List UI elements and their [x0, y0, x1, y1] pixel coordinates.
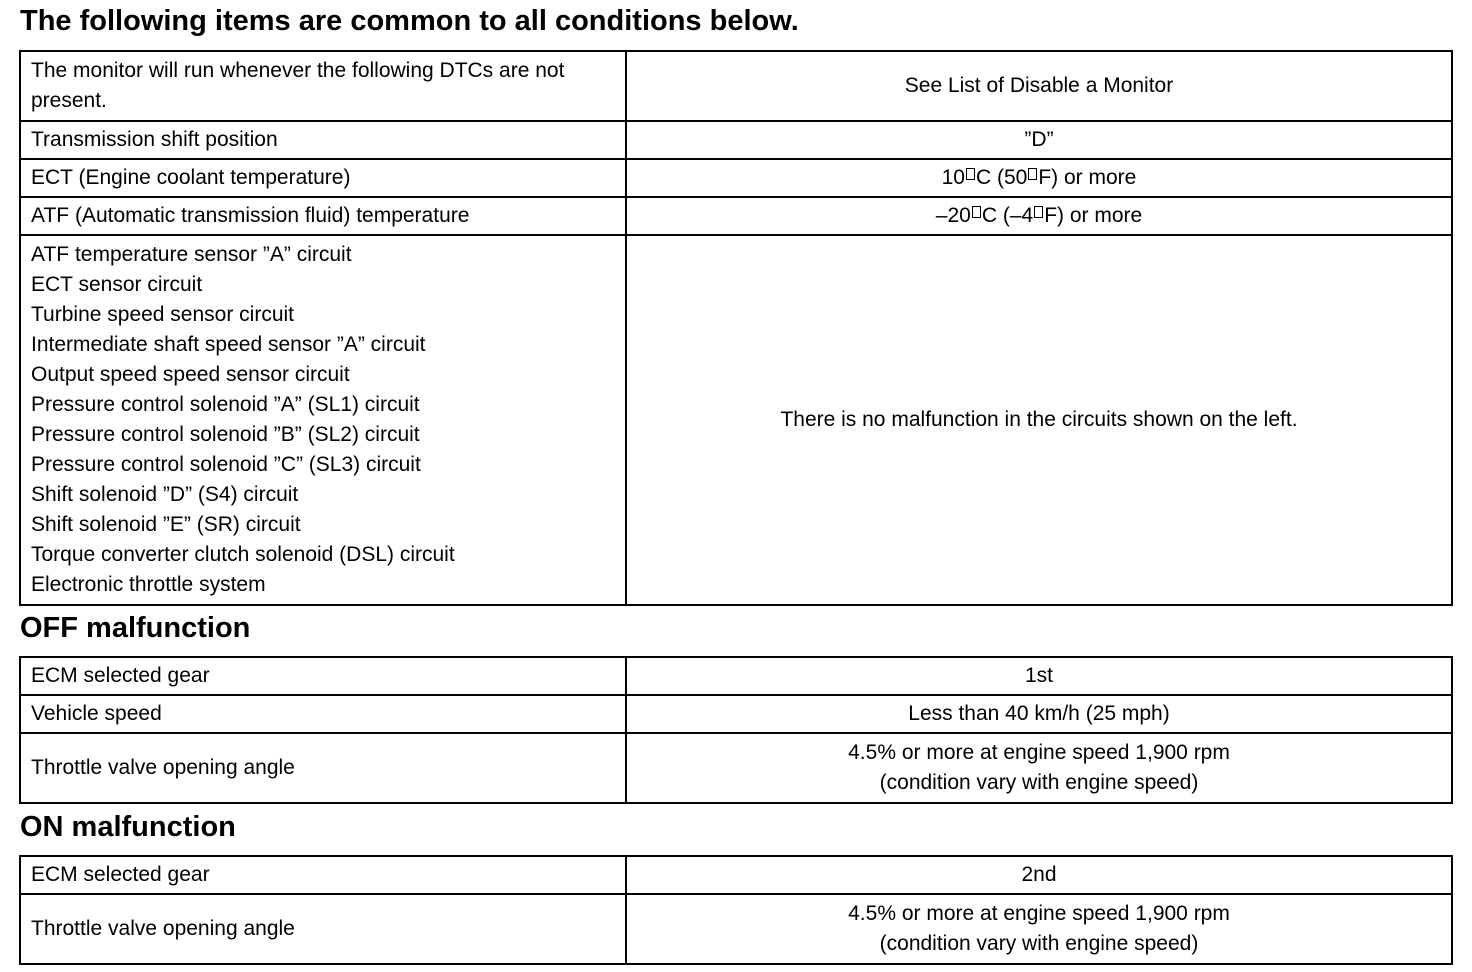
circuit-item: Pressure control solenoid ”C” (SL3) circuit — [31, 453, 421, 476]
value-line: 4.5% or more at engine speed 1,900 rpm — [848, 902, 1230, 925]
table-row — [20, 657, 1452, 695]
degree-symbol-box-icon — [972, 206, 981, 218]
table-row — [20, 235, 1452, 605]
condition-cell — [20, 159, 626, 197]
value-cell — [626, 894, 1452, 964]
off-malfunction-table — [19, 656, 1453, 804]
value-line: (condition vary with engine speed) — [879, 932, 1199, 955]
circuit-item: Pressure control solenoid ”B” (SL2) circuit — [31, 423, 420, 446]
condition-text: Throttle valve opening angle — [31, 917, 295, 940]
circuit-list-cell — [20, 235, 626, 605]
value-part: F) or more — [1044, 204, 1143, 227]
table-row — [20, 197, 1452, 235]
value-part: 10 — [941, 166, 965, 189]
condition-text: ECM selected gear — [31, 863, 210, 886]
table-row — [20, 159, 1452, 197]
value-text: See List of Disable a Monitor — [904, 74, 1174, 97]
value-text: 1st — [1024, 664, 1053, 687]
table-row — [20, 894, 1452, 964]
value-part: F) or more — [1038, 166, 1137, 189]
circuit-item: Intermediate shaft speed sensor ”A” circuit — [31, 333, 426, 356]
condition-cell — [20, 695, 626, 733]
degree-symbol-box-icon — [966, 168, 975, 180]
condition-cell — [20, 856, 626, 894]
value-cell — [626, 121, 1452, 159]
circuit-item: ECT sensor circuit — [31, 273, 203, 296]
circuit-item: Shift solenoid ”E” (SR) circuit — [31, 513, 301, 536]
common-conditions-table — [19, 50, 1453, 606]
condition-cell — [20, 733, 626, 803]
value-line: (condition vary with engine speed) — [879, 771, 1199, 794]
table-row — [20, 733, 1452, 803]
value-part: –20 — [935, 204, 971, 227]
common-conditions-heading: The following items are common to all conditions below. — [20, 5, 799, 37]
condition-text: Transmission shift position — [31, 128, 278, 151]
condition-text: ECT (Engine coolant temperature) — [31, 166, 351, 189]
value-cell — [626, 51, 1452, 121]
condition-cell — [20, 51, 626, 121]
value-text: Less than 40 km/h (25 mph) — [908, 702, 1170, 725]
condition-cell — [20, 197, 626, 235]
value-text: ”D” — [1024, 128, 1054, 151]
value-text: There is no malfunction in the circuits shown on the left. — [780, 408, 1298, 431]
circuit-item: Torque converter clutch solenoid (DSL) circuit — [31, 543, 455, 566]
on-malfunction-heading: ON malfunction — [20, 811, 236, 843]
value-part: C (–4 — [981, 204, 1034, 227]
circuit-item: Output speed speed sensor circuit — [31, 363, 350, 386]
value-cell — [626, 657, 1452, 695]
condition-cell — [20, 121, 626, 159]
value-cell — [626, 197, 1452, 235]
value-part: C (50 — [975, 166, 1028, 189]
condition-text: Vehicle speed — [31, 702, 162, 725]
circuit-item: Electronic throttle system — [31, 573, 266, 596]
condition-text: ATF (Automatic transmission fluid) temperature — [31, 204, 470, 227]
table-row — [20, 695, 1452, 733]
circuit-item: Pressure control solenoid ”A” (SL1) circuit — [31, 393, 420, 416]
condition-text: ECM selected gear — [31, 664, 210, 687]
table-row — [20, 121, 1452, 159]
condition-text: The monitor will run whenever the following DTCs are not present. — [31, 59, 565, 112]
condition-cell — [20, 894, 626, 964]
circuit-item: Shift solenoid ”D” (S4) circuit — [31, 483, 299, 506]
degree-symbol-box-icon — [1028, 168, 1037, 180]
condition-text: Throttle valve opening angle — [31, 756, 295, 779]
on-malfunction-table — [19, 855, 1453, 965]
table-row — [20, 856, 1452, 894]
circuit-item: ATF temperature sensor ”A” circuit — [31, 243, 352, 266]
value-text: 2nd — [1021, 863, 1057, 886]
off-malfunction-heading: OFF malfunction — [20, 612, 251, 644]
value-cell — [626, 695, 1452, 733]
value-cell — [626, 733, 1452, 803]
table-row — [20, 51, 1452, 121]
degree-symbol-box-icon — [1034, 206, 1043, 218]
circuit-item: Turbine speed sensor circuit — [31, 303, 295, 326]
value-cell — [626, 856, 1452, 894]
condition-cell — [20, 657, 626, 695]
value-cell — [626, 159, 1452, 197]
value-line: 4.5% or more at engine speed 1,900 rpm — [848, 741, 1230, 764]
value-cell — [626, 235, 1452, 605]
